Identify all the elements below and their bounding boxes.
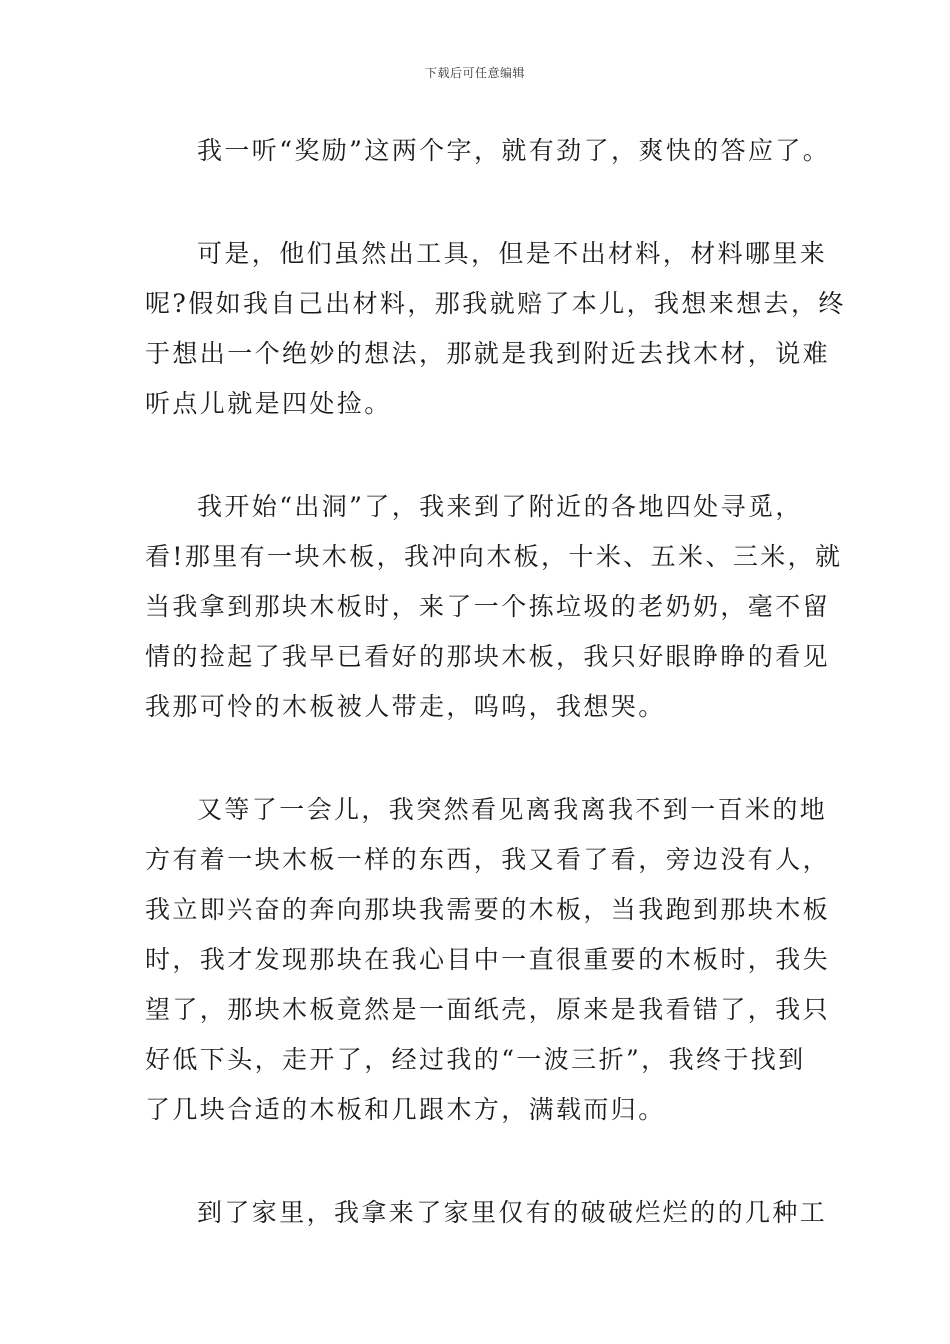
text-line: 到了家里，我拿来了家里仅有的破破烂烂的的几种工 [197, 1198, 828, 1227]
paragraph [145, 482, 843, 732]
text-line: 好低下头，走开了，经过我的“一波三折”，我终于找到 [145, 1045, 806, 1074]
text-line: 了几块合适的木板和几跟木方，满载而归。 [145, 1095, 666, 1124]
paragraph [145, 785, 831, 1135]
document-body [145, 126, 846, 1291]
text-line: 当我拿到那块木板时，来了一个拣垃圾的老奶奶，毫不留 [145, 592, 831, 621]
paragraph [145, 126, 831, 176]
text-line: 于想出一个绝妙的想法，那就是我到附近去找木材，说难 [145, 339, 831, 368]
text-line: 呢?假如我自己出材料，那我就赔了本儿，我想来想去，终 [145, 289, 846, 318]
text-line: 我一听“奖励”这两个字，就有劲了，爽快的答应了。 [197, 136, 831, 165]
paragraph [145, 1188, 828, 1238]
text-line: 情的捡起了我早已看好的那块木板，我只好眼睁睁的看见 [145, 642, 831, 671]
text-line: 可是，他们虽然出工具，但是不出材料，材料哪里来 [197, 239, 828, 268]
text-line: 听点儿就是四处捡。 [145, 389, 392, 418]
text-line: 我那可怜的木板被人带走，呜呜，我想哭。 [145, 692, 666, 721]
text-line: 望了，那块木板竟然是一面纸壳，原来是我看错了，我只 [145, 995, 831, 1024]
text-line: 我立即兴奋的奔向那块我需要的木板，当我跑到那块木板 [145, 895, 831, 924]
text-line: 我开始“出洞”了，我来到了附近的各地四处寻觅， [197, 492, 803, 521]
paragraph [145, 229, 846, 429]
text-line: 看!那里有一块木板，我冲向木板，十米、五米、三米，就 [145, 542, 843, 571]
text-line: 又等了一会儿，我突然看见离我离我不到一百米的地 [197, 795, 828, 824]
page-header: 下载后可任意编辑 [424, 66, 525, 80]
text-line: 方有着一块木板一样的东西，我又看了看，旁边没有人， [145, 845, 831, 874]
text-line: 时，我才发现那块在我心目中一直很重要的木板时，我失 [145, 945, 831, 974]
